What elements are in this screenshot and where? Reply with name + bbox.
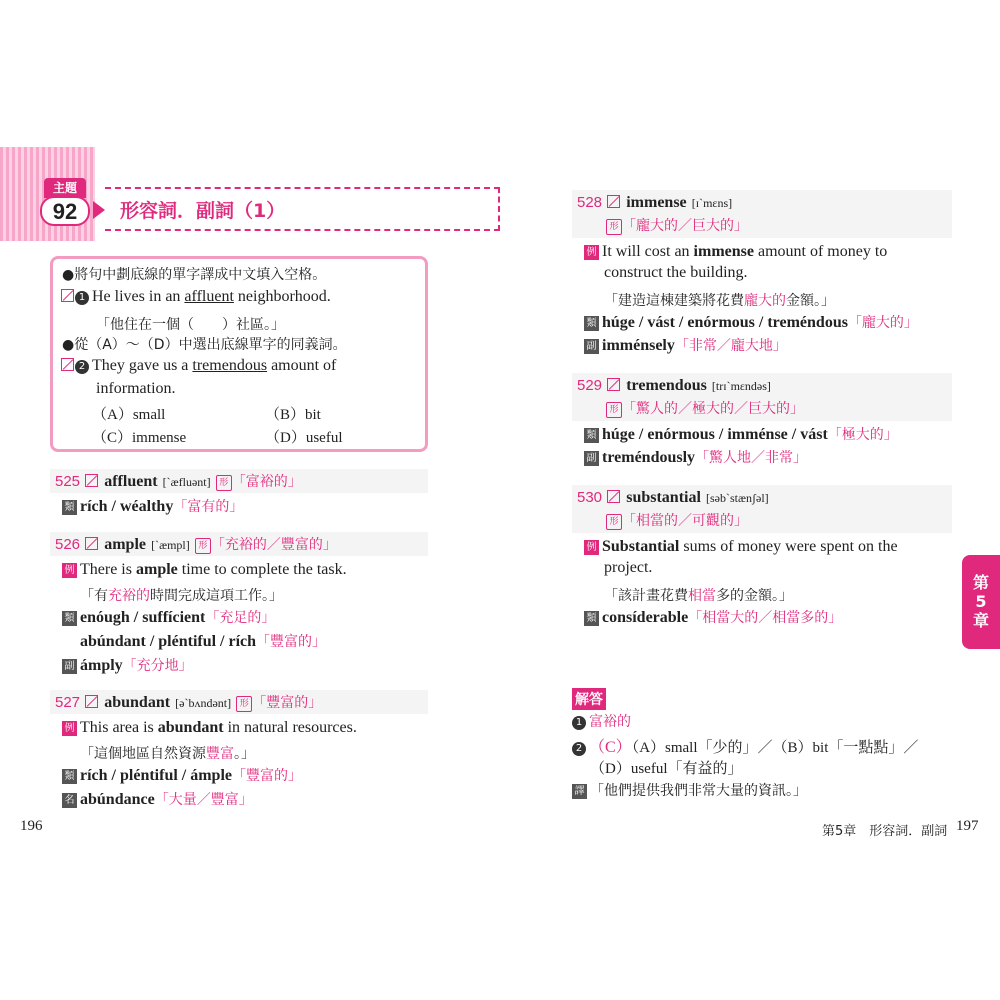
entry-527-synonyms: 類 rích / pléntiful / ámple「豐富的」 — [62, 765, 302, 785]
option-a: （A）small — [92, 407, 166, 423]
entry-526-synonyms-2: abúndant / pléntiful / rích「豐富的」 — [80, 633, 327, 650]
page-title: 形容詞．副詞（1） — [120, 200, 286, 222]
quiz-question-2: 2 They gave us a tremendous amount of — [61, 357, 336, 375]
quiz-instruction-1: ●將句中劃底線的單字譯成中文填入空格。 — [62, 267, 327, 283]
option-b: （B）bit — [265, 407, 321, 423]
entry-529-meaning: 形 「驚人的／極大的／巨大的」 — [606, 398, 804, 418]
number-1-icon: 1 — [572, 716, 586, 730]
checkbox-icon[interactable] — [61, 289, 74, 302]
entry-530-header: 530 substantial [səbˋstænʃəl] — [577, 489, 769, 506]
entry-527-example-zh: 「這個地區自然資源豐富。」 — [80, 746, 255, 762]
translation-tag-icon: 譯 — [572, 784, 587, 799]
answer-2: 2 （C）（A）small「少的」／（B）bit「一點點」／ — [572, 734, 918, 757]
checkbox-icon[interactable] — [85, 695, 98, 708]
synonym-tag-icon: 類 — [62, 500, 77, 515]
number-2-icon: 2 — [75, 360, 89, 374]
adjective-icon: 形 — [606, 514, 622, 530]
checkbox-icon[interactable] — [85, 537, 98, 550]
adjective-icon: 形 — [216, 475, 232, 491]
synonym-tag-icon: 類 — [584, 611, 599, 626]
adjective-icon: 形 — [606, 219, 622, 235]
right-page-number: 197 — [956, 818, 979, 834]
adjective-icon: 形 — [195, 538, 211, 554]
synonym-tag-icon: 類 — [584, 428, 599, 443]
answer-1: 1 富裕的 — [572, 711, 631, 731]
quiz-question-2-line2: information. — [96, 380, 176, 397]
theme-number: 92 — [40, 196, 90, 226]
example-tag-icon: 例 — [62, 721, 77, 736]
quiz-question-1-zh: 「他住在一個（ ）社區。」 — [96, 317, 285, 333]
number-2-icon: 2 — [572, 742, 586, 756]
chapter-tab[interactable]: 第 5 章 — [962, 555, 1000, 649]
adverb-tag-icon: 副 — [584, 451, 599, 466]
checkbox-icon[interactable] — [607, 490, 620, 503]
checkbox-icon[interactable] — [607, 195, 620, 208]
entry-526-example-zh: 「有充裕的時間完成這項工作。」 — [80, 588, 283, 604]
left-page-number: 196 — [20, 818, 43, 834]
entry-529-adverb: 副 treméndously「驚人地／非常」 — [584, 447, 807, 467]
entry-526-adverb: 副 ámply「充分地」 — [62, 655, 193, 675]
noun-tag-icon: 名 — [62, 793, 77, 808]
entry-528-example-line2: construct the building. — [604, 264, 748, 281]
entry-530-synonyms: 類 consíderable「相當大的／相當多的」 — [584, 607, 842, 627]
entry-526-synonyms-1: 類 enóugh / suffícient「充足的」 — [62, 607, 275, 627]
entry-528-synonyms: 類 húge / vást / enórmous / treméndous「龐大的」 — [584, 312, 918, 332]
answer-translation: 譯 「他們提供我們非常大量的資訊。」 — [572, 780, 807, 800]
checkbox-icon[interactable] — [85, 474, 98, 487]
quiz-instruction-2: ●從（A）～（D）中選出底線單字的同義詞。 — [62, 337, 347, 353]
entry-529-synonyms: 類 húge / enórmous / imménse / vást「極大的」 — [584, 424, 898, 444]
entry-528-example: 例 It will cost an immense amount of money to — [584, 241, 887, 261]
entry-527-example: 例 This area is abundant in natural resources. — [62, 717, 357, 737]
entry-528-adverb: 副 imménsely「非常／龐大地」 — [584, 335, 787, 355]
entry-528-example-zh: 「建造這棟建築將花費龐大的金額。」 — [604, 293, 835, 309]
answer-2-line2: （D）useful「有益的」 — [590, 761, 743, 777]
entry-530-example-zh: 「該計畫花費相當多的金額。」 — [604, 588, 793, 604]
entry-529-header: 529 tremendous [trɪˋmɛndəs] — [577, 377, 771, 394]
entry-530-example: 例 Substantial sums of money were spent on the — [584, 536, 898, 556]
option-c: （C）immense — [92, 430, 187, 446]
number-1-icon: 1 — [75, 291, 89, 305]
entry-530-meaning: 形 「相當的／可觀的」 — [606, 510, 748, 530]
quiz-question-1: 1 He lives in an affluent neighborhood. — [61, 288, 331, 306]
option-d: （D）useful — [265, 430, 343, 446]
chapter-footer-label: 第5章 形容詞．副詞 — [822, 824, 948, 839]
adverb-tag-icon: 副 — [584, 339, 599, 354]
synonym-tag-icon: 類 — [62, 769, 77, 784]
entry-527-noun: 名 abúndance「大量／豐富」 — [62, 789, 253, 809]
checkbox-icon[interactable] — [607, 378, 620, 391]
answers-title: 解答 — [572, 688, 606, 710]
entry-528-header: 528 immense [ɪˋmɛns] — [577, 194, 733, 211]
adjective-icon: 形 — [236, 696, 252, 712]
synonym-tag-icon: 類 — [584, 316, 599, 331]
example-tag-icon: 例 — [62, 563, 77, 578]
example-tag-icon: 例 — [584, 245, 599, 260]
entry-530-example-line2: project. — [604, 559, 653, 576]
checkbox-icon[interactable] — [61, 358, 74, 371]
entry-525-synonyms: 類 rích / wéalthy「富有的」 — [62, 496, 243, 516]
entry-526-header: 526 ample [ˋæmpl] 形 「充裕的／豐富的」 — [55, 536, 337, 553]
entry-528-meaning: 形 「龐大的／巨大的」 — [606, 215, 748, 235]
entry-527-header: 527 abundant [əˋbʌndənt] 形 「豐富的」 — [55, 694, 323, 711]
example-tag-icon: 例 — [584, 540, 599, 555]
entry-525-header: 525 affluent [ˋæfluənt] 形 「富裕的」 — [55, 473, 302, 490]
arrow-icon — [93, 201, 105, 219]
synonym-tag-icon: 類 — [62, 611, 77, 626]
entry-526-example: 例 There is ample time to complete the task. — [62, 559, 347, 579]
adjective-icon: 形 — [606, 402, 622, 418]
adverb-tag-icon: 副 — [62, 659, 77, 674]
theme-label: 主題 — [44, 178, 86, 198]
